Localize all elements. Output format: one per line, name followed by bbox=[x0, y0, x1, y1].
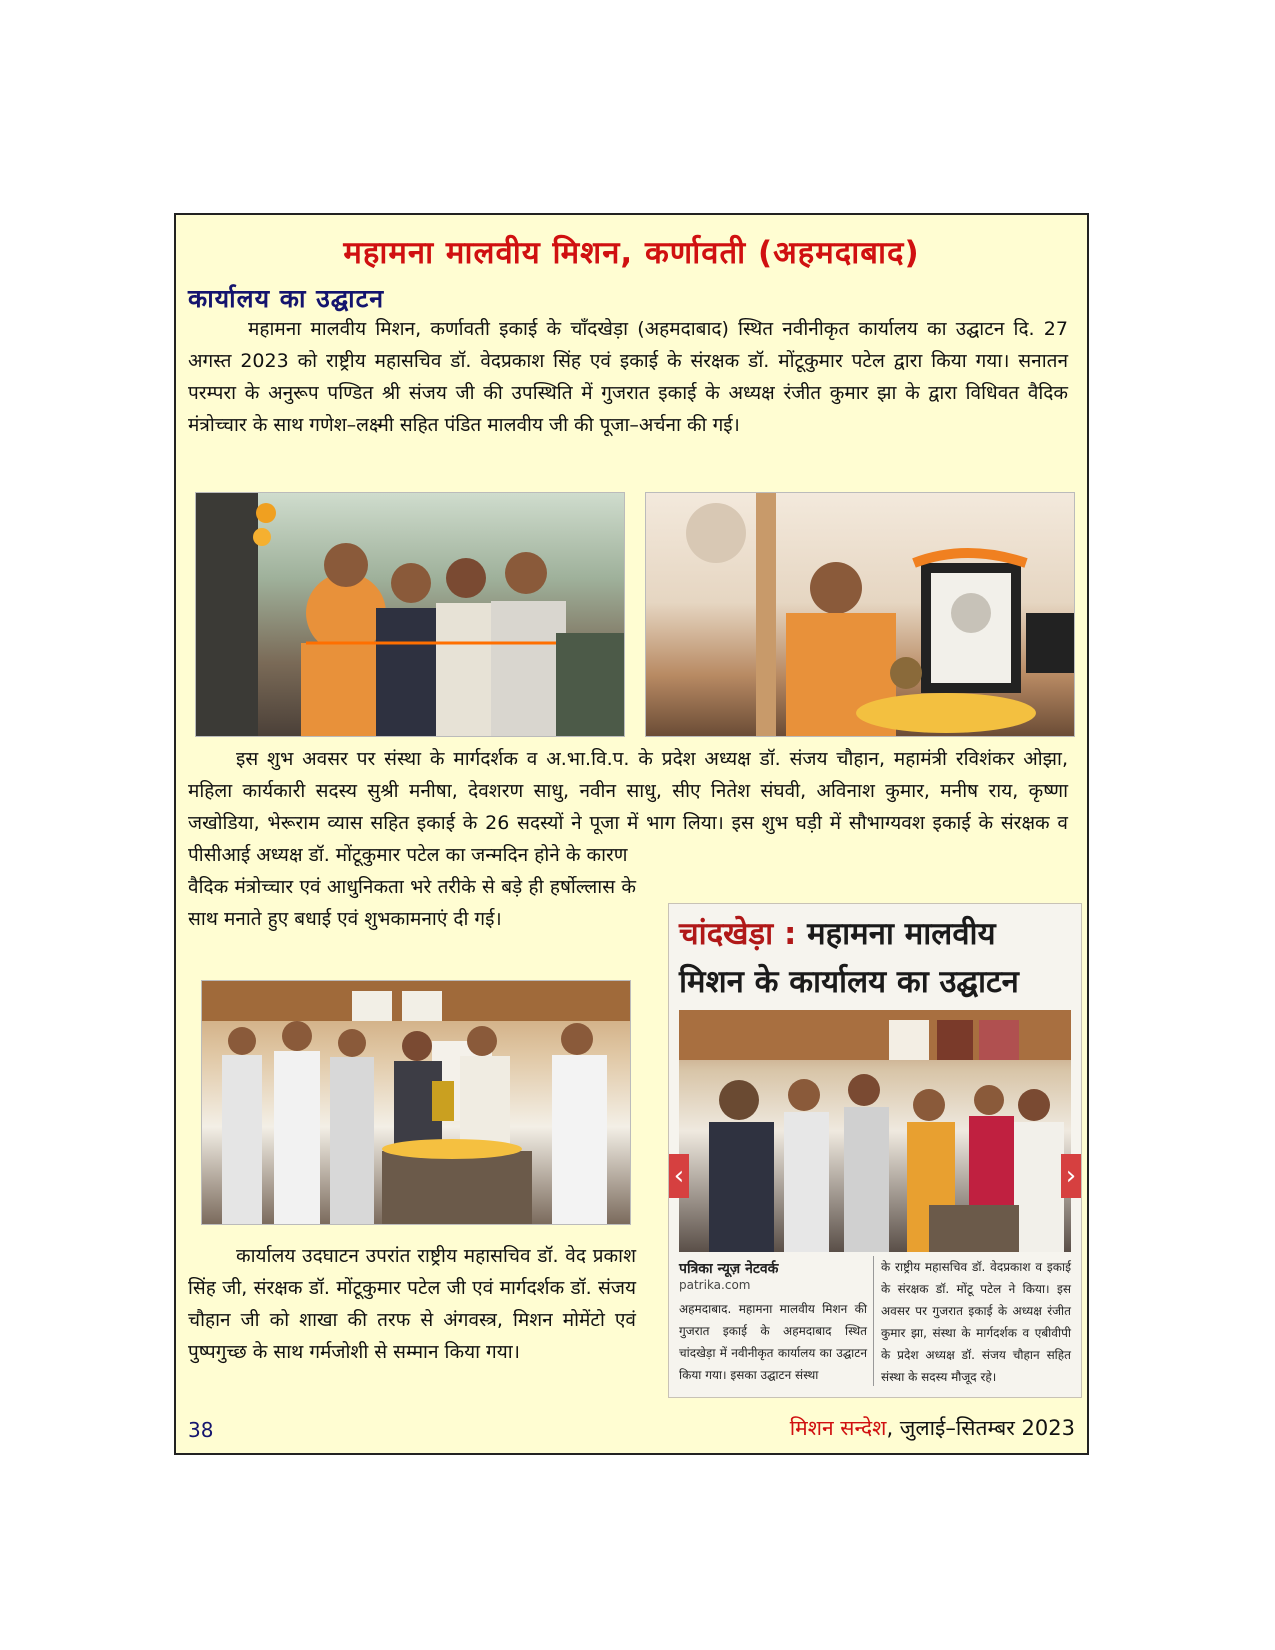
article-paragraph-4: कार्यालय उदघाटन उपरांत राष्ट्रीय महासचिव डॉ. वेद प्रकाश सिंह जी, संरक्षक डॉ. मोंटूकुमार पटेल जी एवं मार्गदर्शक डॉ. संजय चौहान जी को शाखा की तरफ से अंगवस्त्र, मिशन मोमेंटो एवं पुष्पगुच्छ के साथ गर्मजोशी से सम्मान किया गया। bbox=[188, 1245, 636, 1363]
clipping-next-arrow-icon: › bbox=[1061, 1154, 1081, 1198]
clipping-column-divider bbox=[873, 1256, 874, 1386]
clipping-site: patrika.com bbox=[679, 1278, 751, 1292]
newspaper-clipping bbox=[668, 903, 1082, 1398]
felicitation-photo bbox=[201, 980, 631, 1225]
clipping-column-1: अहमदाबाद. महामना मालवीय मिशन की गुजरात इकाई के अहमदाबाद स्थित चांदखेड़ा में नवीनीकृत कार्यालय का उद्घाटन किया गया। इसका उद्घाटन संस्था bbox=[679, 1302, 867, 1382]
clipping-prev-arrow-icon: ‹ bbox=[669, 1154, 689, 1198]
magazine-name: मिशन सन्देश bbox=[789, 1416, 887, 1440]
clipping-headline bbox=[679, 910, 1071, 1006]
article-page bbox=[174, 213, 1089, 1455]
clipping-photo bbox=[679, 1010, 1071, 1252]
page-number: 38 bbox=[188, 1418, 214, 1442]
page-title: महामना मालवीय मिशन, कर्णावती (अहमदाबाद) bbox=[343, 235, 920, 271]
article-paragraph-3: वैदिक मंत्रोच्चार एवं आधुनिकता भरे तरीके से बड़े ही हर्षोल्लास के साथ मनाते हुए बधाई एवं शुभकामनाएं दी गई। bbox=[188, 876, 636, 930]
issue-date: , जुलाई–सितम्बर 2023 bbox=[886, 1416, 1075, 1440]
clipping-headline-lead: चांदखेड़ा : bbox=[679, 916, 797, 952]
clipping-column-2: के राष्ट्रीय महासचिव डॉ. वेदप्रकाश व इकाई के संरक्षक डॉ. मोंटू पटेल ने किया। इस अवसर पर गुजरात इकाई के अध्यक्ष रंजीत कुमार झा, संस्था के मार्गदर्शक व एबीवीपी के प्रदेश अध्यक्ष डॉ. संजय चौहान सहित संस्था के सदस्य मौजूद रहे। bbox=[881, 1260, 1071, 1384]
clipping-headline-rest: महामना मालवीय मिशन के कार्यालय का उद्घाटन bbox=[679, 916, 1019, 1000]
article-paragraph-1: महामना मालवीय मिशन, कर्णावती इकाई के चाँदखेड़ा (अहमदाबाद) स्थित नवीनीकृत कार्यालय का उद्घाटन दि. 27 अगस्त 2023 को राष्ट्रीय महासचिव डॉ. वेदप्रकाश सिंह एवं इकाई के संरक्षक डॉ. मोंटूकुमार पटेल द्वारा किया गया। सनातन परम्परा के अनुरूप पण्डित श्री संजय जी की उपस्थिति में गुजरात इकाई के अध्यक्ष रंजीत कुमार झा के द्वारा विधिवत वैदिक मंत्रोच्चार के साथ गणेश–लक्ष्मी सहित पंडित मालवीय जी की पूजा–अर्चना की गई। bbox=[188, 318, 1068, 436]
footer-issue bbox=[790, 1414, 1075, 1442]
ribbon-cutting-photo bbox=[195, 492, 625, 737]
puja-photo bbox=[645, 492, 1075, 737]
clipping-byline: पत्रिका न्यूज़ नेटवर्क bbox=[679, 1261, 779, 1277]
article-paragraph-2: इस शुभ अवसर पर संस्था के मार्गदर्शक व अ.भा.वि.प. के प्रदेश अध्यक्ष डॉ. संजय चौहान, महामंत्री रविशंकर ओझा, महिला कार्यकारी सदस्य सुश्री मनीषा, देवशरण साधु, नवीन साधु, सीए नितेश संघवी, अविनाश कुमार, मनीष राय, कृष्णा जखोडिया, भेरूराम व्यास सहित इकाई के 26 सदस्यों ने पूजा में भाग लिया। इस शुभ घड़ी में सौभाग्यवश इकाई के संरक्षक व पीसीआई अध्यक्ष डॉ. मोंटूकुमार पटेल का जन्मदिन होने के कारण bbox=[188, 748, 1068, 866]
section-heading: कार्यालय का उद्घाटन bbox=[188, 284, 385, 313]
